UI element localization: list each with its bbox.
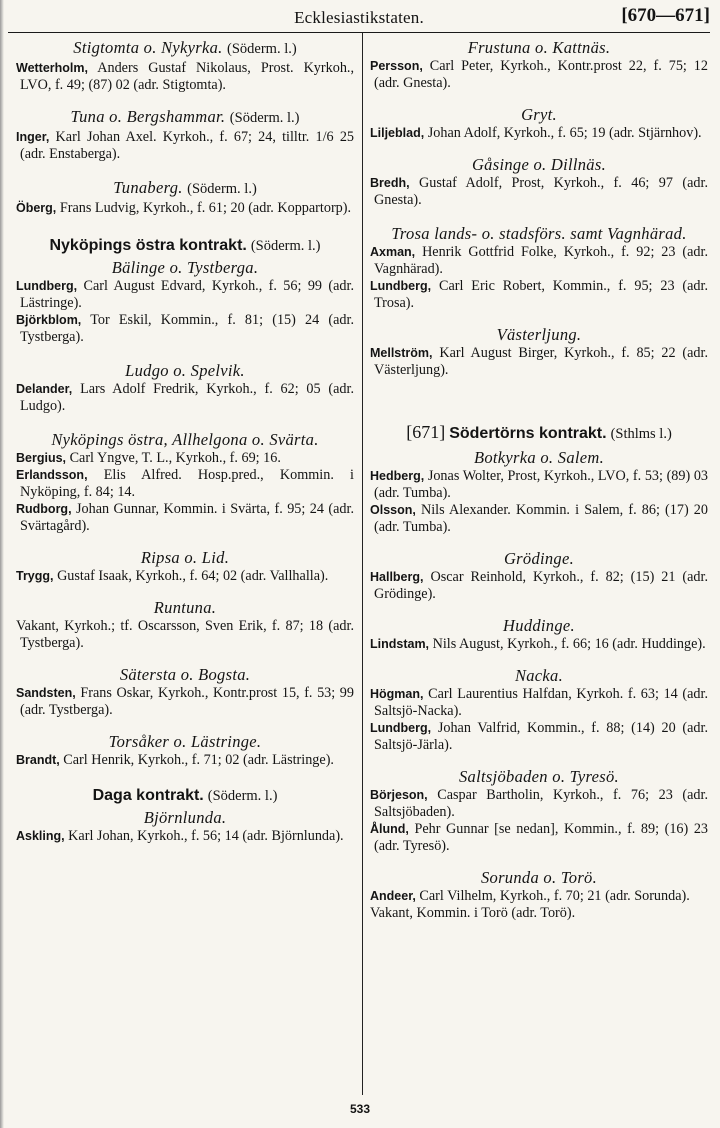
- clergy-surname: Bredh,: [370, 176, 410, 190]
- clergy-entry: [370, 244, 708, 278]
- clergy-surname: Hallberg,: [370, 570, 424, 584]
- parish-name: Bälinge o. Tystberga.: [111, 258, 259, 277]
- parish-section: [16, 547, 354, 585]
- clergy-entry: [370, 686, 708, 720]
- parish-section: [16, 257, 354, 346]
- clergy-details: Nils Alexander. Kommin. i Salem, f. 86; (17) 20 (adr. Tumba).: [374, 502, 708, 535]
- parish-heading: [370, 766, 708, 787]
- clergy-surname: Erlandsson,: [16, 468, 88, 482]
- clergy-details: Carl August Edvard, Kyrkoh., f. 56; 99 (adr. Lästringe).: [20, 278, 355, 311]
- column-divider: [362, 33, 363, 1095]
- clergy-surname: Askling,: [16, 829, 65, 843]
- clergy-surname: Trygg,: [16, 569, 54, 583]
- clergy-details: Tor Eskil, Kommin., f. 81; (15) 24 (adr. Tystberga).: [20, 312, 354, 345]
- kontrakt-section: [16, 785, 354, 807]
- parish-name: Botkyrka o. Salem.: [473, 448, 605, 467]
- parish-heading: [370, 324, 708, 345]
- parish-heading: [370, 37, 708, 58]
- clergy-surname: Rudborg,: [16, 502, 72, 516]
- clergy-details: Frans Oskar, Kyrkoh., Kontr.prost 15, f. 53; 99 (adr. Tystberga).: [20, 685, 354, 718]
- clergy-surname: Lundberg,: [370, 721, 432, 735]
- parish-section: [16, 177, 354, 217]
- clergy-entry: [370, 888, 708, 905]
- clergy-entry: [16, 828, 354, 845]
- clergy-surname: Sandsten,: [16, 686, 76, 700]
- clergy-surname: Wetterholm,: [16, 61, 88, 75]
- kontrakt-region: (Sthlms l.): [610, 426, 672, 442]
- clergy-entry: [16, 278, 354, 312]
- parish-heading: [370, 154, 708, 175]
- parish-heading: [16, 807, 354, 828]
- clergy-details: Carl Laurentius Halfdan, Kyrkoh. f. 63; 14 (adr. Saltsjö-Nacka).: [374, 686, 709, 719]
- clergy-entry: [370, 821, 708, 855]
- clergy-details: Pehr Gunnar [se nedan], Kommin., f. 89; (16) 23 (adr. Tyresö).: [374, 821, 709, 854]
- kontrakt-heading: [370, 421, 708, 445]
- parish-heading: [370, 548, 708, 569]
- kontrakt-number: [671]: [406, 422, 446, 442]
- clergy-details: Carl Vilhelm, Kyrkoh., f. 70; 21 (adr. Sorunda).: [419, 888, 690, 904]
- clergy-entry: [16, 467, 354, 501]
- clergy-surname: Inger,: [16, 130, 50, 144]
- clergy-surname: Börjeson,: [370, 788, 428, 802]
- page-header: [8, 2, 710, 33]
- clergy-entry: [16, 618, 354, 652]
- clergy-details: Lars Adolf Fredrik, Kyrkoh., f. 62; 05 (adr. Ludgo).: [20, 381, 354, 414]
- parish-name: Trosa lands- o. stadsförs. samt Vagnhärad.: [391, 224, 687, 243]
- parish-section: [16, 37, 354, 94]
- parish-name: Runtuna.: [153, 598, 217, 617]
- parish-section: [16, 360, 354, 415]
- clergy-surname: Ålund,: [370, 822, 409, 836]
- parish-section: [16, 807, 354, 845]
- clergy-details: Nils August, Kyrkoh., f. 66; 16 (adr. Huddinge).: [432, 636, 706, 652]
- parish-name: Ludgo o. Spelvik.: [125, 361, 245, 380]
- running-title: Ecklesiastikstaten.: [294, 8, 424, 27]
- parish-heading: [16, 597, 354, 618]
- parish-heading: [370, 104, 708, 125]
- left-column: [16, 33, 354, 845]
- parish-heading: [16, 177, 354, 200]
- parish-name: Björnlunda.: [143, 808, 227, 827]
- parish-heading: [370, 447, 708, 468]
- kontrakt-name: Södertörns kontrakt.: [449, 425, 607, 442]
- parish-name: Gryt.: [521, 105, 557, 124]
- parish-section: [16, 664, 354, 719]
- clergy-surname: Axman,: [370, 245, 416, 259]
- clergy-surname: Mellström,: [370, 346, 433, 360]
- clergy-entry: [370, 278, 708, 312]
- parish-name: Västerljung.: [496, 325, 582, 344]
- clergy-details: Carl Peter, Kyrkoh., Kontr.prost 22, f. 75; 12 (adr. Gnesta).: [374, 58, 708, 91]
- clergy-entry: [16, 200, 354, 217]
- clergy-entry: [370, 787, 708, 821]
- parish-name: Nyköpings östra, Allhelgona o. Svärta.: [51, 430, 319, 449]
- parish-heading: [370, 223, 708, 244]
- clergy-surname: Liljeblad,: [370, 126, 425, 140]
- clergy-details: Johan Gunnar, Kommin. i Svärta, f. 95; 24 (adr. Svärtagård).: [20, 501, 355, 534]
- parish-heading: [16, 664, 354, 685]
- parish-section: [16, 106, 354, 163]
- clergy-surname: Olsson,: [370, 503, 416, 517]
- parish-name: Grödinge.: [503, 549, 575, 568]
- clergy-entry: [370, 58, 708, 92]
- parish-section: [370, 37, 708, 92]
- parish-heading: [16, 37, 354, 60]
- parish-name: Torsåker o. Lästringe.: [108, 732, 262, 751]
- parish-section: [370, 867, 708, 922]
- clergy-details: Jonas Wolter, Prost, Kyrkoh., LVO, f. 53; (89) 03 (adr. Tumba).: [374, 468, 709, 501]
- parish-section: [16, 731, 354, 769]
- parish-region: (Söderm. l.): [227, 41, 297, 57]
- parish-section: [370, 447, 708, 536]
- clergy-entry: [370, 905, 708, 922]
- kontrakt-section: [370, 421, 708, 445]
- clergy-surname: Lundberg,: [370, 279, 432, 293]
- parish-name: Saltsjöbaden o. Tyresö.: [459, 767, 619, 786]
- clergy-details: Karl Johan, Kyrkoh., f. 56; 14 (adr. Björnlunda).: [68, 828, 344, 844]
- parish-name: Tunaberg.: [113, 178, 183, 197]
- parish-section: [16, 429, 354, 535]
- parish-name: Stigtomta o. Nykyrka.: [73, 38, 223, 57]
- clergy-entry: [370, 345, 708, 379]
- clergy-surname: Högman,: [370, 687, 424, 701]
- parish-section: [370, 548, 708, 603]
- clergy-surname: Delander,: [16, 382, 73, 396]
- parish-heading: [370, 867, 708, 888]
- parish-name: Nacka.: [514, 666, 564, 685]
- parish-heading: [370, 665, 708, 686]
- kontrakt-region: (Söderm. l.): [207, 788, 278, 804]
- parish-section: [370, 104, 708, 142]
- page-number: 533: [349, 1102, 371, 1116]
- clergy-entry: [16, 450, 354, 467]
- clergy-entry: [370, 175, 708, 209]
- clergy-details: Johan Adolf, Kyrkoh., f. 65; 19 (adr. Stjärnhov).: [427, 125, 702, 141]
- clergy-surname: Andeer,: [370, 889, 416, 903]
- clergy-details: Oscar Reinhold, Kyrkoh., f. 82; (15) 21 (adr. Grödinge).: [374, 569, 709, 602]
- clergy-details: Carl Eric Robert, Kommin., f. 95; 23 (adr. Trosa).: [374, 278, 709, 311]
- clergy-entry: [16, 381, 354, 415]
- parish-heading: [16, 106, 354, 129]
- parish-section: [370, 324, 708, 379]
- clergy-surname: Persson,: [370, 59, 423, 73]
- clergy-surname: Lindstam,: [370, 637, 430, 651]
- parish-heading: [370, 615, 708, 636]
- kontrakt-name: Daga kontrakt.: [92, 787, 204, 804]
- clergy-details: Gustaf Adolf, Prost, Kyrkoh., f. 46; 97 (adr. Gnesta).: [374, 175, 708, 208]
- parish-section: [370, 154, 708, 209]
- clergy-entry: [370, 502, 708, 536]
- kontrakt-name: Nyköpings östra kontrakt.: [49, 237, 247, 254]
- clergy-entry: [16, 501, 354, 535]
- clergy-entry: [16, 752, 354, 769]
- clergy-entry: [370, 569, 708, 603]
- kontrakt-section: [16, 235, 354, 257]
- parish-name: Huddinge.: [503, 616, 575, 635]
- kontrakt-heading: [16, 235, 354, 257]
- parish-name: Gåsinge o. Dillnäs.: [471, 155, 607, 174]
- clergy-details: Elis Alfred. Hosp.pred., Kommin. i Nyköping, f. 84; 14.: [20, 467, 354, 500]
- clergy-surname: Björkblom,: [16, 313, 82, 327]
- clergy-entry: [370, 636, 708, 653]
- clergy-details: Carl Henrik, Kyrkoh., f. 71; 02 (adr. Lästringe).: [63, 752, 334, 768]
- parish-name: Sätersta o. Bogsta.: [119, 665, 251, 684]
- parish-name: Ripsa o. Lid.: [140, 548, 230, 567]
- clergy-details: Henrik Gottfrid Folke, Kyrkoh., f. 92; 23 (adr. Vagnhärad).: [374, 244, 708, 277]
- book-spine-shadow: [0, 0, 4, 1128]
- parish-heading: [16, 547, 354, 568]
- parish-section: [370, 615, 708, 653]
- parish-section: [370, 766, 708, 855]
- clergy-entry: [16, 568, 354, 585]
- clergy-details: Gustaf Isaak, Kyrkoh., f. 64; 02 (adr. Vallhalla).: [57, 568, 329, 584]
- kontrakt-heading: [16, 785, 354, 807]
- parish-heading: [16, 429, 354, 450]
- clergy-details: Karl August Birger, Kyrkoh., f. 85; 22 (adr. Västerljung).: [374, 345, 709, 378]
- clergy-details: Anders Gustaf Nikolaus, Prost. Kyrkoh., LVO, f. 49; (87) 02 (adr. Stigtomta).: [20, 60, 355, 93]
- parish-heading: [16, 257, 354, 278]
- parish-name: Sorunda o. Torö.: [480, 868, 598, 887]
- parish-section: [16, 597, 354, 652]
- clergy-entry: [370, 468, 708, 502]
- clergy-surname: Brandt,: [16, 753, 60, 767]
- parish-name: Frustuna o. Kattnäs.: [467, 38, 611, 57]
- clergy-surname: Öberg,: [16, 201, 57, 215]
- clergy-details: Carl Yngve, T. L., Kyrkoh., f. 69; 16.: [69, 450, 281, 466]
- clergy-entry: [370, 720, 708, 754]
- parish-region: (Söderm. l.): [229, 110, 300, 126]
- clergy-surname: Lundberg,: [16, 279, 78, 293]
- clergy-entry: [370, 125, 708, 142]
- clergy-details: Vakant, Kommin. i Torö (adr. Torö).: [370, 905, 576, 921]
- clergy-entry: [16, 685, 354, 719]
- clergy-surname: Bergius,: [16, 451, 67, 465]
- clergy-surname: Hedberg,: [370, 469, 425, 483]
- parish-heading: [16, 731, 354, 752]
- parish-heading: [16, 360, 354, 381]
- clergy-details: Johan Valfrid, Kommin., f. 88; (14) 20 (adr. Saltsjö-Järla).: [374, 720, 708, 753]
- clergy-details: Caspar Bartholin, Kyrkoh., f. 76; 23 (adr. Saltsjöbaden).: [374, 787, 709, 820]
- parish-name: Tuna o. Bergshammar.: [70, 107, 226, 126]
- parish-region: (Söderm. l.): [187, 181, 257, 197]
- kontrakt-region: (Söderm. l.): [250, 238, 321, 254]
- page-range: [670—671]: [621, 5, 710, 26]
- clergy-entry: [16, 312, 354, 346]
- clergy-details: Karl Johan Axel. Kyrkoh., f. 67; 24, tilltr. 1/6 25 (adr. Enstaberga).: [20, 129, 355, 162]
- parish-section: [370, 665, 708, 754]
- parish-section: [370, 223, 708, 312]
- clergy-details: Vakant, Kyrkoh.; tf. Oscarsson, Sven Erik, f. 87; 18 (adr. Tystberga).: [16, 618, 354, 651]
- clergy-details: Frans Ludvig, Kyrkoh., f. 61; 20 (adr. Koppartorp).: [59, 200, 352, 216]
- clergy-entry: [16, 60, 354, 94]
- right-column: [370, 33, 708, 922]
- clergy-entry: [16, 129, 354, 163]
